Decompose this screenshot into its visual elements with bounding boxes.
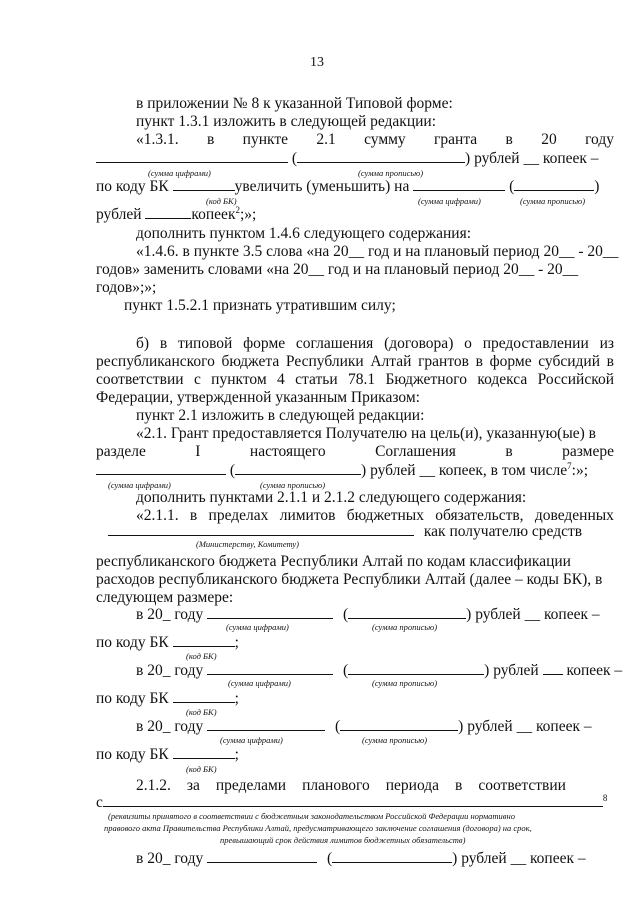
p146-line1: «1.4.6. в пункте 3.5 слова «на 20__ год и на плановый период 20__ - 20__ [136,243,619,260]
point-131-intro: пункт 1.3.1 изложить в следующей редакции: [136,113,437,130]
sum-digits-blank[interactable] [96,461,226,475]
label-bk-code: (код БК) [206,196,237,206]
sum-words-blank[interactable] [297,149,465,163]
bk-row-1: по коду БК ; [96,634,239,651]
label-sum-words: (сумма прописью) [358,168,424,178]
p211-line2: как получателю средств [108,522,582,541]
label-sum-digits: (сумма цифрами) [220,735,283,745]
bk-code-blank[interactable] [173,745,235,759]
sum-digits-blank[interactable] [207,717,325,731]
p146-line3: годов»;»; [96,279,157,296]
p21-line2: разделе I настоящего Соглашения в размере [96,443,614,460]
word: 2.1 [316,131,336,148]
kopeek-blank[interactable] [145,205,191,219]
p211-line3: республиканского бюджета Республики Алтай по кодам классификации [96,553,571,570]
label-bk-code: (код БК) [186,651,217,661]
label-sum-words: (сумма прописью) [372,622,438,632]
requisites-label-3: превышающий срок действия лимитов бюджетных обязательств) [220,835,466,845]
ministry-blank[interactable] [108,522,414,536]
p21-line1: «2.1. Грант предоставляется Получателю на цель(и), указанную(ые) в [136,425,596,442]
requisites-label-1: (реквизиты принятого в соответствии с бюджетным законодательством Российской Федерации нормативно [108,811,515,821]
year-row-2: в 20_ году ( ) рублей копеек – [136,662,623,679]
p212-s-line: с $^8$ [96,792,608,811]
label-sum-words: (сумма прописью) [520,196,586,206]
year-row-3: в 20_ году ( ) рублей __ копеек – [136,718,592,735]
word: году [585,131,614,148]
word: гранта [434,131,478,148]
year-row-1: в 20_ году ( ) рублей __ копеек – [136,606,600,623]
p211-line4: расходов республиканского бюджета Республики Алтай (далее – коды БК), в [96,571,603,588]
label-sum-digits: (сумма цифрами) [148,168,211,178]
bk-row-2: по коду БК ; [96,690,239,707]
label-sum-words: (сумма прописью) [372,678,438,688]
rub-kop-line: рублей копеек$^2$;»; [96,204,257,223]
word: в [505,131,513,148]
bk-code-blank[interactable] [173,689,235,703]
word: «1.3.1. [136,131,179,148]
p211-line5: следующем размере: [96,589,234,606]
label-sum-digits: (сумма цифрами) [108,480,171,490]
p212-line: 2.1.2. за пределами планового периода в соответствии [136,777,566,794]
sum-words-blank[interactable] [348,605,466,619]
sum-words-blank[interactable] [235,461,361,475]
sum-words-blank[interactable] [340,717,458,731]
page-number: 13 [310,55,324,70]
label-ministry: (Министерству, Комитету) [196,539,300,549]
section-b-intro: б) в типовой форме соглашения (договора) о предоставлении из республиканского бюджета Республики Алтай грантов в форме субсидий в соответствии с пунктом 4 статьи 78.1 Бюджетного кодекса Российской Федерации, утвержденной указанным Приказом: [96,335,614,406]
word: в [206,131,215,148]
p146-line2: годов» заменить словами «на 20__ год и на плановый период 20__ - 20__ [96,261,579,278]
label-sum-digits: (сумма цифрами) [228,678,291,688]
p1521-line: пункт 1.5.2.1 признать утратившим силу; [124,297,396,314]
point-131-line [136,131,614,149]
amount-words-blank[interactable] [514,177,594,191]
label-bk-code: (код БК) [186,707,217,717]
p21-intro: пункт 2.1 изложить в следующей редакции: [136,407,425,424]
year-row-4: в 20_ году ( ) рублей __ копеек – [136,850,586,867]
appendix-8-line: в приложении № 8 к указанной Типовой форме: [136,95,453,112]
bk-code-blank[interactable] [173,633,235,647]
amount-digits-blank[interactable] [413,177,505,191]
sum-words-blank[interactable] [332,849,452,863]
bk-line-1: по коду БК увеличить (уменьшить) на ( ) [96,178,600,195]
bk-code-blank[interactable] [173,177,235,191]
sum-digits-blank[interactable] [207,605,333,619]
label-sum-words: (сумма прописью) [260,480,326,490]
add-146-line: дополнить пунктом 1.4.6 следующего содержания: [136,225,471,242]
requisites-label-2: правового акта Правительства Республики Алтай, предусматривающего заключение соглашения (договора) на срок, [104,823,532,833]
sum-digits-blank[interactable] [207,661,333,675]
bk-row-3: по коду БК ; [96,746,239,763]
label-sum-digits: (сумма цифрами) [418,196,481,206]
sum-line-1: ( ) рублей __ копеек – [96,149,599,168]
p21-sum-line: ( ) рублей __ копеек, в том числе$^7$:»; [96,461,588,480]
word: пункте [242,131,288,148]
label-sum-digits: (сумма цифрами) [226,622,289,632]
sum-digits-blank[interactable] [96,149,288,163]
label-sum-words: (сумма прописью) [362,735,428,745]
sum-words-blank[interactable] [348,661,484,675]
word: 20 [541,131,557,148]
label-bk-code: (код БК) [186,764,217,774]
word: сумму [364,131,406,148]
add-211-line: дополнить пунктами 2.1.1 и 2.1.2 следующего содержания: [136,489,527,506]
p211-line1: «2.1.1. в пределах лимитов бюджетных обязательств, доведенных [136,507,614,524]
requisites-blank[interactable] [103,793,603,807]
sum-digits-blank[interactable] [207,849,317,863]
